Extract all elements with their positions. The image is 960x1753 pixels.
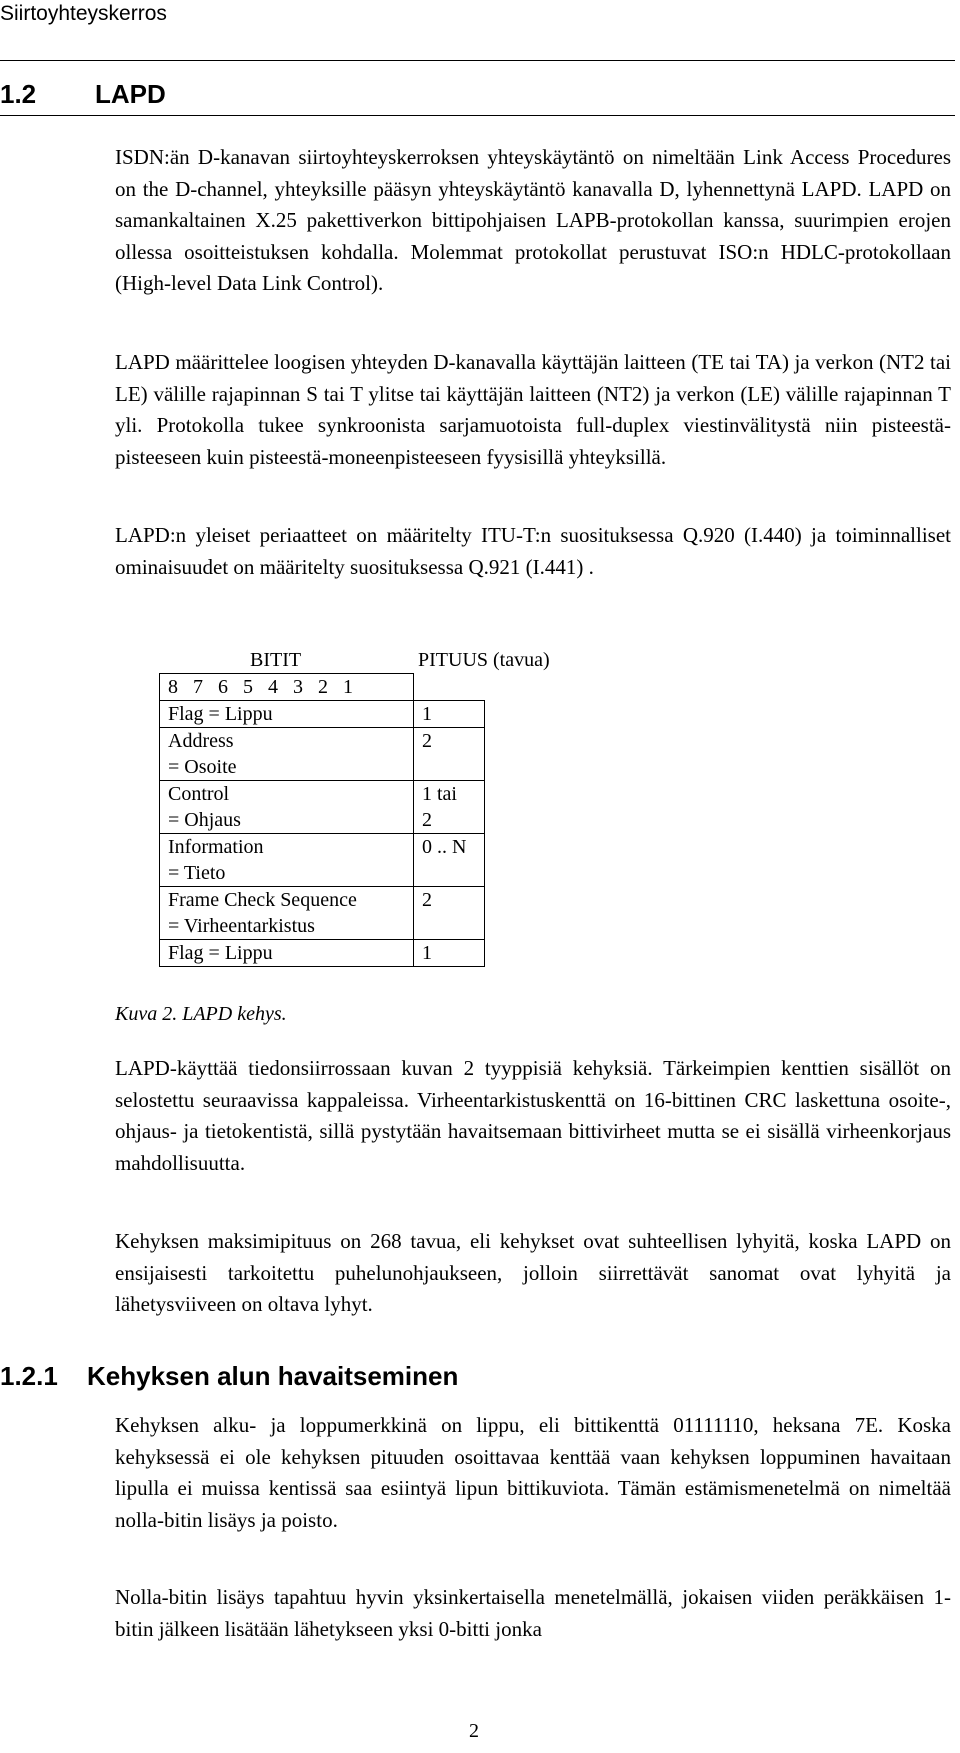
- frame-row: [160, 834, 485, 887]
- subsection-number: 1.2.1: [0, 1361, 58, 1391]
- running-header: Siirtoyhteyskerros: [0, 2, 167, 25]
- paragraph-intro: ISDN:än D-kanavan siirtoyhteyskerroksen yhteyskäytäntö on nimeltään Link Access Procedures on the D-channel, yhteyksille pääsyn yhteyskäytäntö kanavalla D, lyhennettynä LAPD. LAPD on samankaltainen X.25 pakettiverkon bittipohjaisen LAPB-protokollan kanssa, suurimpien erojen ollessa osoitteistuksen kohdalla. Molemmat protokollat perustuvat ISO:n HDLC-protokollaan (High-level Data Link Control).: [115, 145, 951, 295]
- figure-length-heading: PITUUS (tavua): [418, 649, 550, 671]
- frame-field-length: 1 tai 2: [414, 781, 485, 834]
- paragraph-flag: Kehyksen alku- ja loppumerkkinä on lippu, eli bittikenttä 01111110, heksana 7E. Koska kehyksessä ei ole kehyksen pituuden osoittavaa kenttää vaan kehyksen loppuminen havaitaan lipulla ei muissa kentissä saa esiintyä lipun bittikuviota. Tämän estämismenetelmä on nimeltää nolla-bitin lisäys ja poisto.: [115, 1413, 951, 1532]
- bit-numbers: 8 7 6 5 4 3 2 1: [160, 674, 414, 701]
- frame-field-length: 1: [414, 701, 485, 728]
- section-divider: [0, 115, 955, 116]
- frame-field: Flag = Lippu: [160, 701, 414, 728]
- bit-number-row: [160, 674, 485, 701]
- figure-caption: Kuva 2. LAPD kehys.: [115, 1003, 287, 1025]
- frame-row: [160, 781, 485, 834]
- frame-field: Information = Tieto: [160, 834, 414, 887]
- frame-field-length: 0 .. N: [414, 834, 485, 887]
- frame-row: [160, 940, 485, 967]
- frame-row: [160, 728, 485, 781]
- subsection-heading: [0, 1361, 458, 1392]
- header-divider: [0, 60, 955, 61]
- paragraph-standards: LAPD:n yleiset periaatteet on määritelty ITU-T:n suosituksessa Q.920 (I.440) ja toiminnalliset ominaisuudet on määritelty suosituksessa Q.921 (I.441) .: [115, 523, 951, 579]
- section-heading: [0, 79, 166, 110]
- frame-field: Flag = Lippu: [160, 940, 414, 967]
- section-number: 1.2: [0, 79, 37, 109]
- frame-field: Control = Ohjaus: [160, 781, 414, 834]
- frame-row: [160, 701, 485, 728]
- paragraph-frame-length: Kehyksen maksimipituus on 268 tavua, eli kehykset ovat suhteellisen lyhyitä, koska LAPD on ensijaisesti tarkoitettu puhelunohjaukseen, jolloin siirrettävät sanomat ovat lyhyitä ja lähetysviiveen on oltava lyhyt.: [115, 1229, 951, 1316]
- figure-bits-heading: BITIT: [250, 649, 302, 671]
- frame-field-length: 2: [414, 728, 485, 781]
- frame-field: Frame Check Sequence = Virheentarkistus: [160, 887, 414, 940]
- empty-cell: [414, 674, 485, 701]
- frame-field-length: 2: [414, 887, 485, 940]
- page-number: 2: [469, 1720, 479, 1742]
- frame-field-length: 1: [414, 940, 485, 967]
- paragraph-lapd-definition: LAPD määrittelee loogisen yhteyden D-kanavalla käyttäjän laitteen (TE tai TA) ja verkon (NT2 tai LE) välille rajapinnan S tai T ylitse tai käyttäjän laitteen (NT2) ja verkon (LE) välille rajapinnan T yli. Protokolla tukee synkroonista sarjamuotoista full-duplex viestinvälitystä niin pisteestä-pisteeseen kuin pisteestä-moneenpisteeseen fyysisillä yhteyksillä.: [115, 350, 951, 469]
- paragraph-bit-stuffing: Nolla-bitin lisäys tapahtuu hyvin yksinkertaisella menetelmällä, jokaisen viiden peräkkäisen 1-bitin jälkeen lisätään lähetykseen yksi 0-bitti jonka: [115, 1585, 951, 1641]
- subsection-title: Kehyksen alun havaitseminen: [87, 1361, 459, 1391]
- paragraph-frame-types: LAPD-käyttää tiedonsiirrossaan kuvan 2 tyyppisiä kehyksiä. Tärkeimpien kenttien sisällöt on selostettu seuraavissa kappaleissa. Virheentarkistuskenttä on 16-bittinen CRC laskettuna osoite-, ohjaus- ja tietokentistä, sillä pystytään havaitsemaan bittivirheet mutta se ei sisällä virheenkorjaus mahdollisuutta.: [115, 1056, 951, 1175]
- section-title: LAPD: [95, 79, 166, 109]
- lapd-frame-table: [159, 673, 485, 967]
- frame-field: Address = Osoite: [160, 728, 414, 781]
- frame-row: [160, 887, 485, 940]
